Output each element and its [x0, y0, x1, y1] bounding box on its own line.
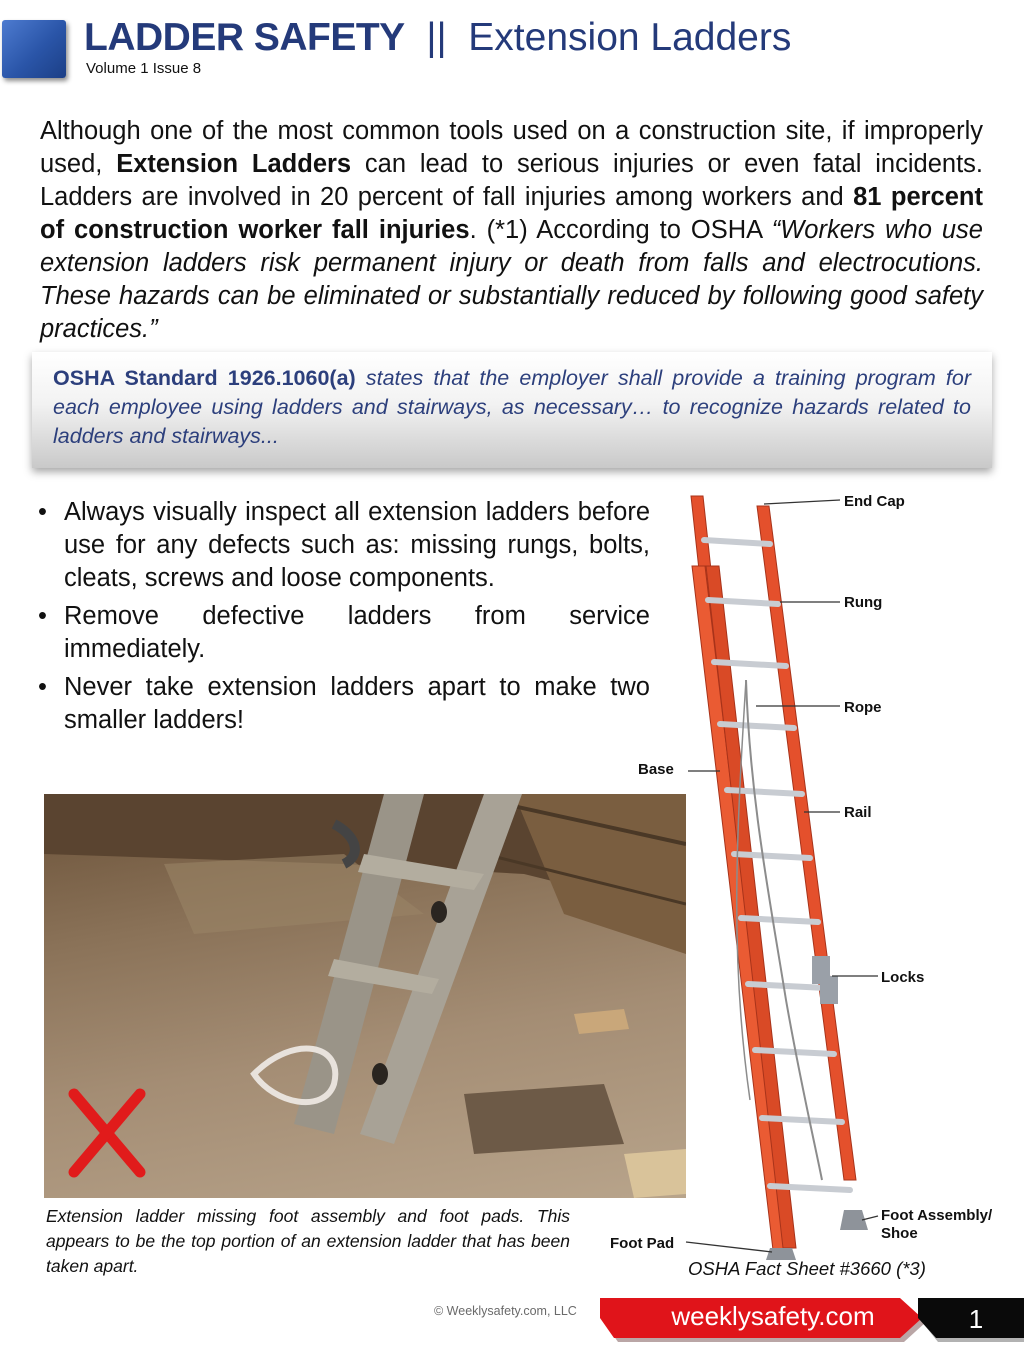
osha-standard-callout	[32, 352, 992, 468]
intro-text-2: can lead to serious injuries or even fatal incidents. Ladders are involved in 20 percent of fall injuries among workers and	[40, 150, 983, 211]
page-number: 1	[968, 1304, 984, 1334]
photo-caption: Extension ladder missing foot assembly and foot pads. This appears to be the top portion of an extension ladder that has been taken apart.	[46, 1206, 570, 1276]
title-separator: ||	[426, 16, 447, 59]
label-shoe: Shoe	[881, 1225, 918, 1242]
label-locks: Locks	[881, 969, 925, 986]
osha-quote: “Workers who use extension ladders risk permanent injury or death from falls and electrocutions. These hazards can be eliminated or substantially reduced by following good safety practices.”	[40, 216, 983, 343]
list-item: • Remove defective ladders from service immediately.	[38, 600, 650, 666]
label-rail: Rail	[844, 804, 872, 821]
list-item: • Always visually inspect all extension ladders before use for any defects such as: missing rungs, bolts, cleats, screws and loose components.	[38, 496, 650, 595]
intro-bold-2: 81 percent of construction worker fall injuries	[40, 183, 983, 244]
diagram-caption: OSHA Fact Sheet #3660 (*3)	[688, 1258, 926, 1279]
standard-description: states that the employer shall provide a training program for each employee using ladders and stairways, as necessary… to recognize hazards related to ladders and stairways...	[53, 366, 972, 448]
label-foot-assembly: Foot Assembly/	[881, 1207, 993, 1224]
intro-text-1: Although one of the most common tools used on a construction site, if improperly used,	[40, 117, 983, 178]
standard-reference: OSHA Standard 1926.1060(a)	[53, 366, 356, 390]
brand-link[interactable]: weeklysafety.com	[671, 1301, 875, 1331]
list-item: • Never take extension ladders apart to make two smaller ladders!	[38, 671, 650, 737]
page-title	[84, 14, 791, 62]
extension-ladder-diagram	[600, 480, 1020, 1270]
safety-bullet-list	[38, 496, 650, 742]
title-main: LADDER SAFETY	[84, 16, 405, 59]
logo-square	[2, 20, 66, 78]
label-rung: Rung	[844, 594, 883, 611]
label-rope: Rope	[844, 699, 882, 716]
copyright: © Weeklysafety.com, LLC	[434, 1304, 577, 1318]
red-x-icon	[74, 1094, 140, 1172]
issue-label: Volume 1 Issue 8	[86, 60, 202, 77]
intro-paragraph	[40, 115, 983, 346]
label-base: Base	[638, 761, 674, 778]
intro-text-3: . (*1) According to OSHA	[469, 216, 772, 244]
photo-illustration	[44, 794, 686, 1198]
label-end-cap: End Cap	[844, 493, 905, 510]
title-sub: Extension Ladders	[468, 16, 792, 59]
intro-bold-1: Extension Ladders	[116, 150, 352, 178]
defective-ladder-photo	[44, 794, 686, 1198]
lock-right	[820, 976, 838, 1004]
label-foot-pad: Foot Pad	[610, 1235, 675, 1252]
callout-text	[53, 364, 971, 451]
